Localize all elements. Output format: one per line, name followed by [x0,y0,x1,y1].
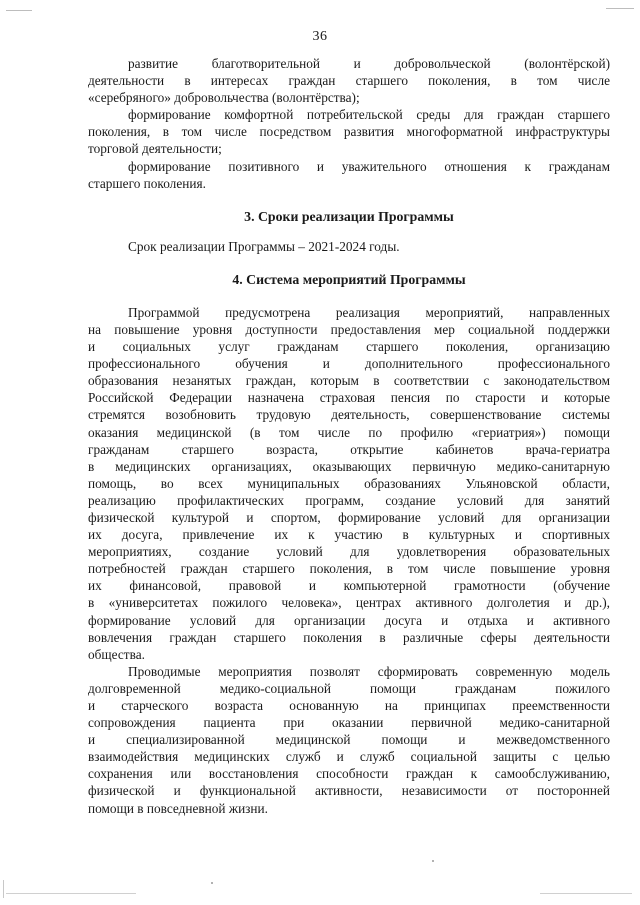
text-line: их финансовой, правовой и компьютерной грамотности (обучение [88,578,610,594]
text-line: развитие благотворительной и добровольческой (волонтёрской) [128,56,610,71]
text-line: вовлечения граждан старшего поколения в различные сферы деятельности [88,629,610,645]
text-line: физической и функциональной активности, независимости от посторонней [88,783,610,799]
text-line: мероприятиях, создание условий для удовлетворения образовательных [88,544,610,560]
text-line: долговременной медико-социальной помощи гражданам пожилого [88,680,610,696]
section-heading: 4. Система мероприятий Программы [232,271,466,287]
text-line: формирование позитивного и уважительного отношения к гражданам [128,158,610,174]
paragraph [88,158,610,192]
text-line: и социальных услуг гражданам старшего поколения, организацию [88,339,610,355]
text-line: сохранения или восстановления способности граждан к самообслуживанию, [88,766,610,782]
text-line: старшего поколения. [88,175,206,191]
scan-edge-mark [6,10,32,11]
scan-speck [432,860,434,862]
paragraph [88,663,610,817]
document-body [88,55,610,817]
scan-speck [211,882,213,884]
text-line: Российской Федерации назначена страховая пенсия по старости и которые [88,390,610,406]
paragraph [88,55,610,106]
scan-edge-mark [6,893,136,894]
text-line: физической культурой и спортом, формирование условий для организации [88,509,610,525]
text-line: образования незанятых граждан, которым в соответствии с законодательством [88,373,610,389]
page-number: 36 [312,29,328,44]
text-line: Программой предусмотрена реализация мероприятий, направленных [128,304,610,320]
section-text: Срок реализации Программы – 2021-2024 годы. [128,238,400,254]
text-line: в «университетах пожилого человека», центрах активного долголетия и др.), [88,595,610,611]
text-line: реализацию профилактических программ, создание условий для занятий [88,492,610,508]
text-line: помощи в повседневной жизни. [88,800,268,816]
text-line: и старческого возраста основанную на принципах преемственности [88,698,610,713]
text-line: формирование комфортной потребительской среды для граждан старшего [128,107,610,123]
section-heading: 3. Сроки реализации Программы [244,208,454,224]
text-line: их досуга, привлечение их к участию в культурных и спортивных [88,527,610,543]
text-line: сопровождения пациента при оказании первичной медико-санитарной [88,715,610,731]
text-line: потребностей граждан старшего поколения, в том числе повышение уровня [88,561,610,577]
text-line: гражданам старшего возраста, открытие кабинетов врача-гериатра [88,441,610,457]
text-line: формирование условий для организации досуга и отдыха и активного [88,612,610,628]
text-line: общества. [88,646,145,662]
scan-edge-mark [606,8,634,9]
text-line: стремятся возобновить трудовую деятельность, совершенствование системы [88,407,610,423]
text-line: «серебряного» добровольчества (волонтёрства); [88,90,360,106]
text-line: взаимодействия медицинских служб и служб социальной защиты с целью [88,749,610,765]
text-line: деятельности в интересах граждан старшего поколения, в том числе [88,73,610,89]
paragraph [88,304,610,663]
text-line: помощь, во всех муниципальных образованиях Ульяновской области, [88,475,610,491]
text-line: торговой деятельности; [88,141,222,157]
text-line: на повышение уровня доступности предоставления мер социальной поддержки [88,321,610,337]
text-line: профессионального обучения и дополнительного профессионального [88,356,610,372]
text-line: и специализированной медицинской помощи и межведомственного [88,732,610,748]
text-line: поколения, в том числе посредством развития многоформатной инфраструктуры [88,124,610,140]
scan-edge-mark [540,893,632,894]
text-line: Проводимые мероприятия позволят сформировать современную модель [128,663,610,679]
scan-edge-mark [3,880,4,898]
paragraph [88,106,610,157]
text-line: в медицинских организациях, оказывающих первичную медико-санитарную [88,458,610,474]
text-line: оказания медицинской (в том числе по профилю «гериатрия») помощи [88,424,610,440]
